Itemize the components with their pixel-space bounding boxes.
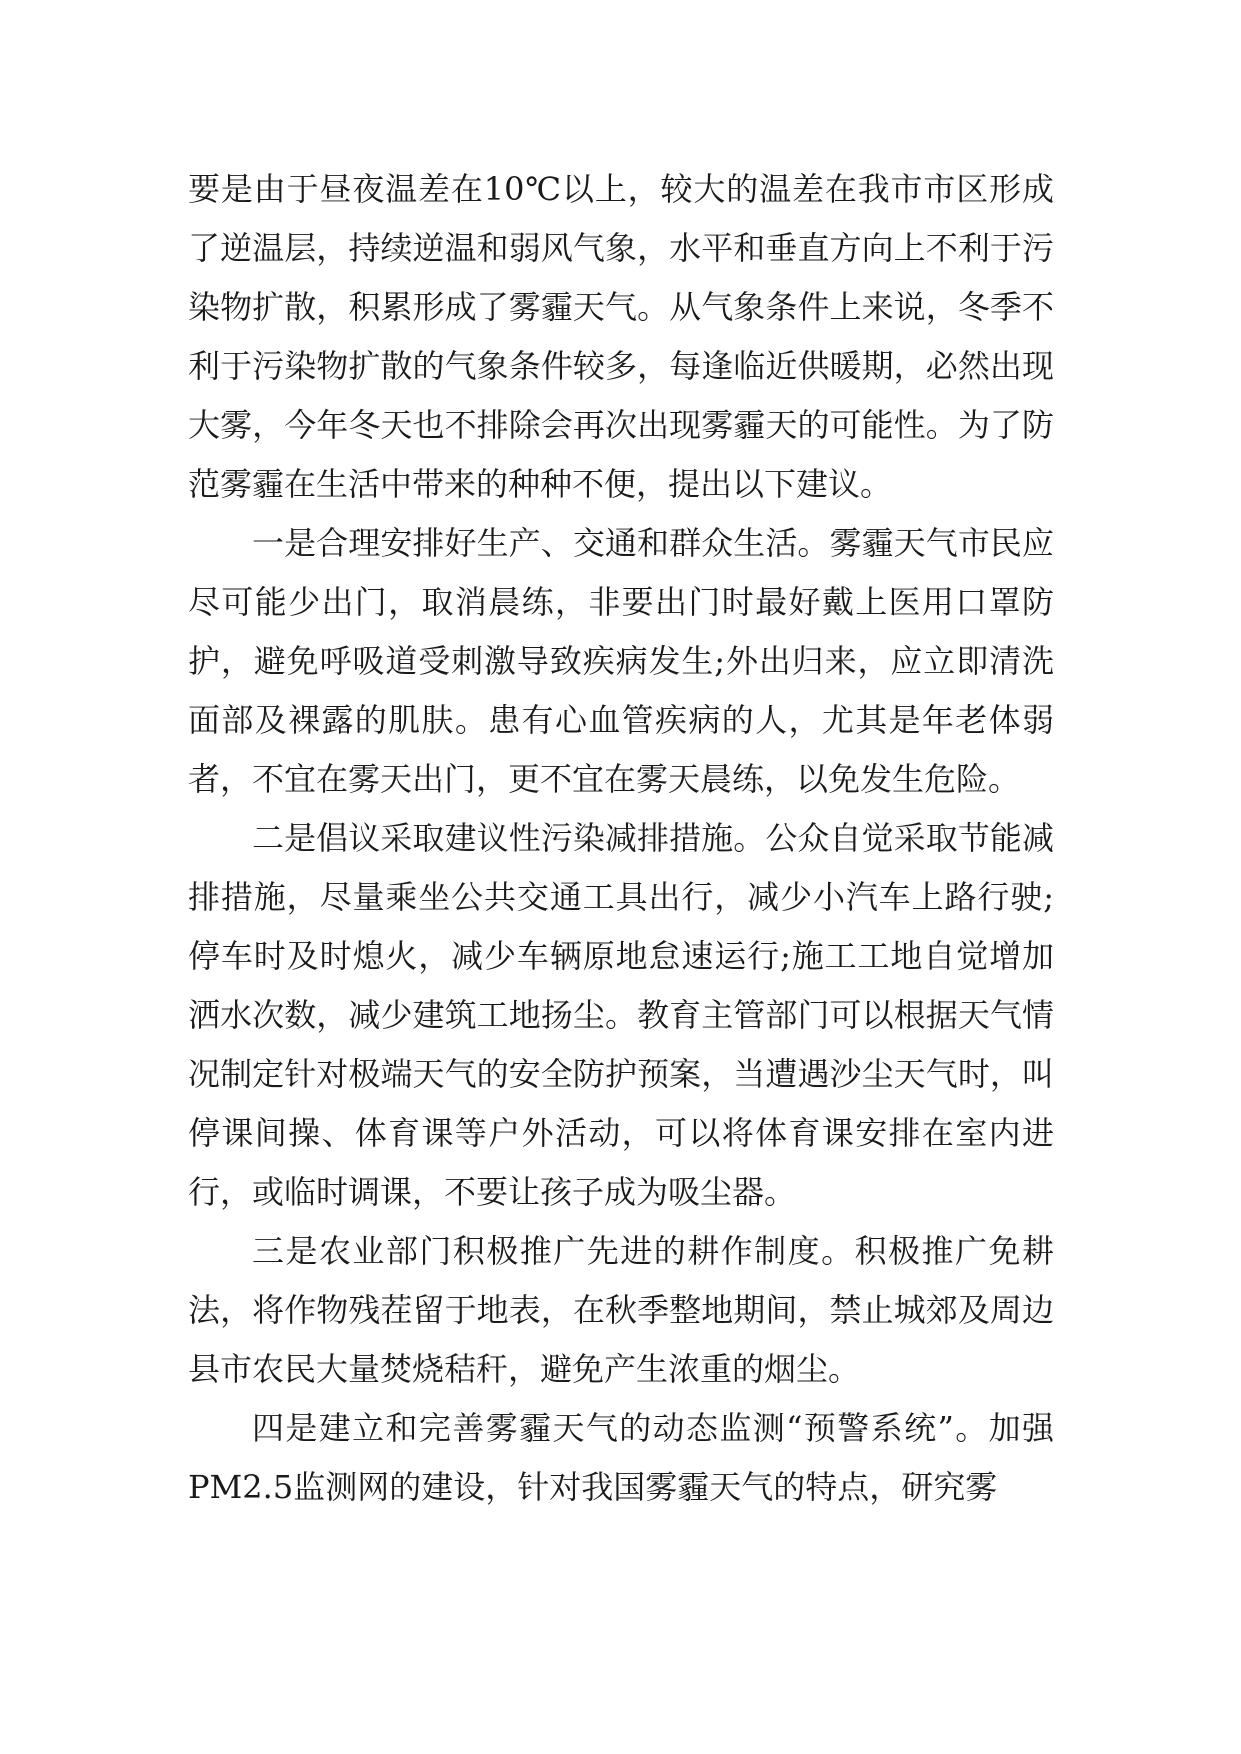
paragraph-suggestion-1: 一是合理安排好生产、交通和群众生活。雾霾天气市民应尽可能少出门，取消晨练，非要出门时最好戴上医用口罩防护，避免呼吸道受刺激导致疾病发生;外出归来，应立即清洗面部及裸露的肌肤。患有心血管疾病的人，尤其是年老体弱者，不宜在雾天出门，更不宜在雾天晨练，以免发生危险。 bbox=[188, 524, 1054, 798]
paragraph-suggestion-4: 四是建立和完善雾霾天气的动态监测“预警系统”。加强PM2.5监测网的建设，针对我国雾霾天气的特点，研究雾 bbox=[188, 1409, 1054, 1506]
paragraph-suggestion-2: 二是倡议采取建议性污染减排措施。公众自觉采取节能减排措施，尽量乘坐公共交通工具出行，减少小汽车上路行驶;停车时及时熄火，减少车辆原地怠速运行;施工工地自觉增加洒水次数，减少建筑工地扬尘。教育主管部门可以根据天气情况制定针对极端天气的安全防护预案，当遭遇沙尘天气时，叫停课间操、体育课等户外活动，可以将体育课安排在室内进行，或临时调课，不要让孩子成为吸尘器。 bbox=[188, 819, 1054, 1211]
document-body bbox=[188, 160, 1054, 1517]
paragraph-continuation: 要是由于昼夜温差在10℃以上，较大的温差在我市市区形成了逆温层，持续逆温和弱风气象，水平和垂直方向上不利于污染物扩散，积累形成了雾霾天气。从气象条件上来说，冬季不利于污染物扩散的气象条件较多，每逢临近供暖期，必然出现大雾，今年冬天也不排除会再次出现雾霾天的可能性。为了防范雾霾在生活中带来的种种不便，提出以下建议。 bbox=[188, 170, 1054, 503]
paragraph-suggestion-3: 三是农业部门积极推广先进的耕作制度。积极推广免耕法，将作物残茬留于地表，在秋季整地期间，禁止城郊及周边县市农民大量焚烧秸秆，避免产生浓重的烟尘。 bbox=[188, 1232, 1054, 1388]
